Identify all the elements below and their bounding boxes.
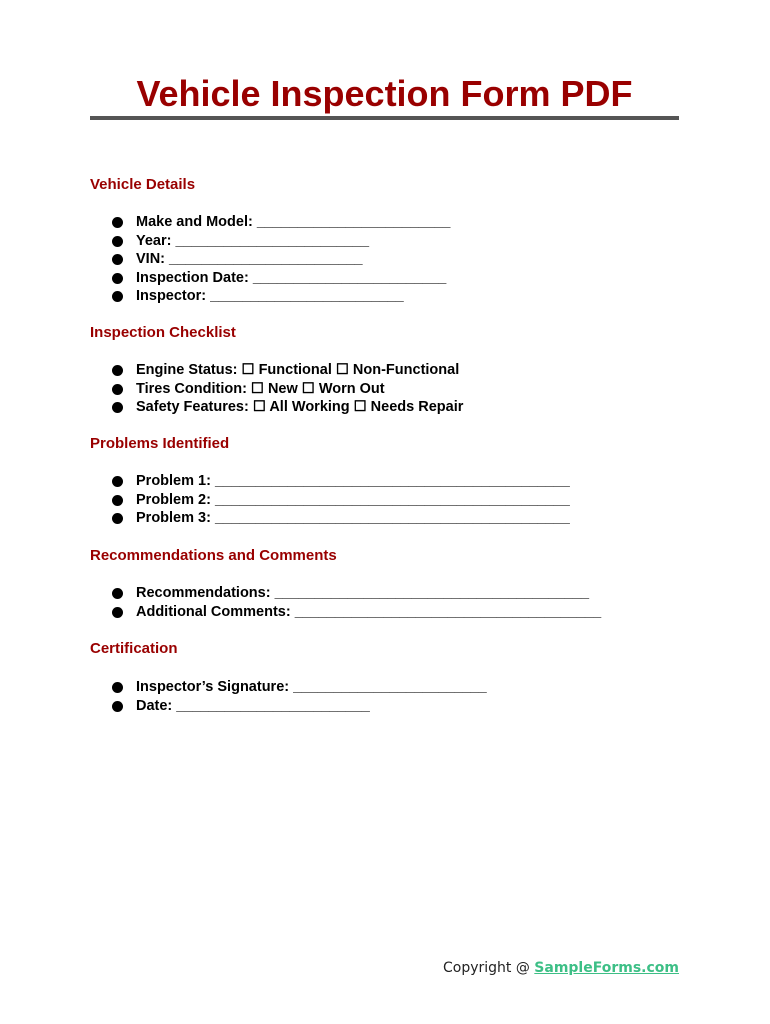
title-block <box>90 72 679 116</box>
list-item <box>112 584 601 603</box>
bullet-icon <box>112 476 123 487</box>
section-problems-identified <box>90 435 690 526</box>
field-problem-2[interactable]: Problem 2: ____________________________________________ <box>136 491 570 508</box>
safety-features-options[interactable]: Safety Features: ☐ All Working ☐ Needs Repair <box>136 399 464 415</box>
list-item <box>112 398 463 417</box>
list-item <box>112 213 450 232</box>
field-problem-1[interactable]: Problem 1: ____________________________________________ <box>136 473 570 489</box>
field-year[interactable]: Year: ________________________ <box>136 232 370 249</box>
field-list <box>112 584 601 621</box>
field-list <box>112 472 570 528</box>
field-inspection-date[interactable]: Inspection Date: ________________________ <box>136 269 447 286</box>
bullet-icon <box>112 682 123 693</box>
section-vehicle-details <box>90 176 690 304</box>
bullet-icon <box>112 513 123 524</box>
bullet-icon <box>112 402 123 413</box>
list-item <box>112 232 450 251</box>
list-item <box>112 678 487 697</box>
list-item <box>112 472 570 491</box>
copyright-text: Copyright @ <box>442 960 535 976</box>
bullet-icon <box>112 254 123 265</box>
field-inspector-signature[interactable]: Inspector’s Signature: ________________________ <box>136 679 487 695</box>
bullet-icon <box>112 588 123 599</box>
tires-condition-options[interactable]: Tires Condition: ☐ New ☐ Worn Out <box>136 380 385 397</box>
brand-link[interactable]: SampleForms.com <box>534 960 679 976</box>
field-make-model[interactable]: Make and Model: ________________________ <box>136 214 451 230</box>
bullet-icon <box>112 217 123 228</box>
field-inspector[interactable]: Inspector: ________________________ <box>136 288 404 304</box>
bullet-icon <box>112 291 123 302</box>
field-date[interactable]: Date: ________________________ <box>136 697 370 714</box>
checklist <box>112 361 463 417</box>
field-list <box>112 213 450 306</box>
section-heading: Problems Identified <box>90 435 230 452</box>
copyright-footer <box>443 958 679 978</box>
field-vin[interactable]: VIN: ________________________ <box>136 251 363 267</box>
bullet-icon <box>112 365 123 376</box>
section-heading: Recommendations and Comments <box>90 547 337 564</box>
list-item <box>112 380 463 399</box>
list-item <box>112 269 450 288</box>
list-item <box>112 361 463 380</box>
field-recommendations[interactable]: Recommendations: _______________________________________ <box>136 585 590 601</box>
engine-status-options[interactable]: Engine Status: ☐ Functional ☐ Non-Functional <box>136 362 460 378</box>
list-item <box>112 697 487 716</box>
bullet-icon <box>112 495 123 506</box>
list-item <box>112 250 450 269</box>
list-item <box>112 491 570 510</box>
section-heading: Vehicle Details <box>90 176 196 193</box>
field-problem-3[interactable]: Problem 3: ____________________________________________ <box>136 510 570 526</box>
section-heading: Certification <box>90 640 178 657</box>
bullet-icon <box>112 701 123 712</box>
field-list <box>112 678 487 715</box>
page-title: Vehicle Inspection Form PDF <box>136 73 633 114</box>
field-additional-comments[interactable]: Additional Comments: ______________________________________ <box>136 603 602 620</box>
bullet-icon <box>112 384 123 395</box>
section-heading: Inspection Checklist <box>90 324 236 341</box>
list-item <box>112 509 570 528</box>
section-recommendations <box>90 547 690 620</box>
list-item <box>112 603 601 622</box>
list-item <box>112 287 450 306</box>
bullet-icon <box>112 607 123 618</box>
bullet-icon <box>112 236 123 247</box>
section-inspection-checklist <box>90 324 690 415</box>
bullet-icon <box>112 273 123 284</box>
title-underline <box>90 116 679 120</box>
section-certification <box>90 640 690 714</box>
